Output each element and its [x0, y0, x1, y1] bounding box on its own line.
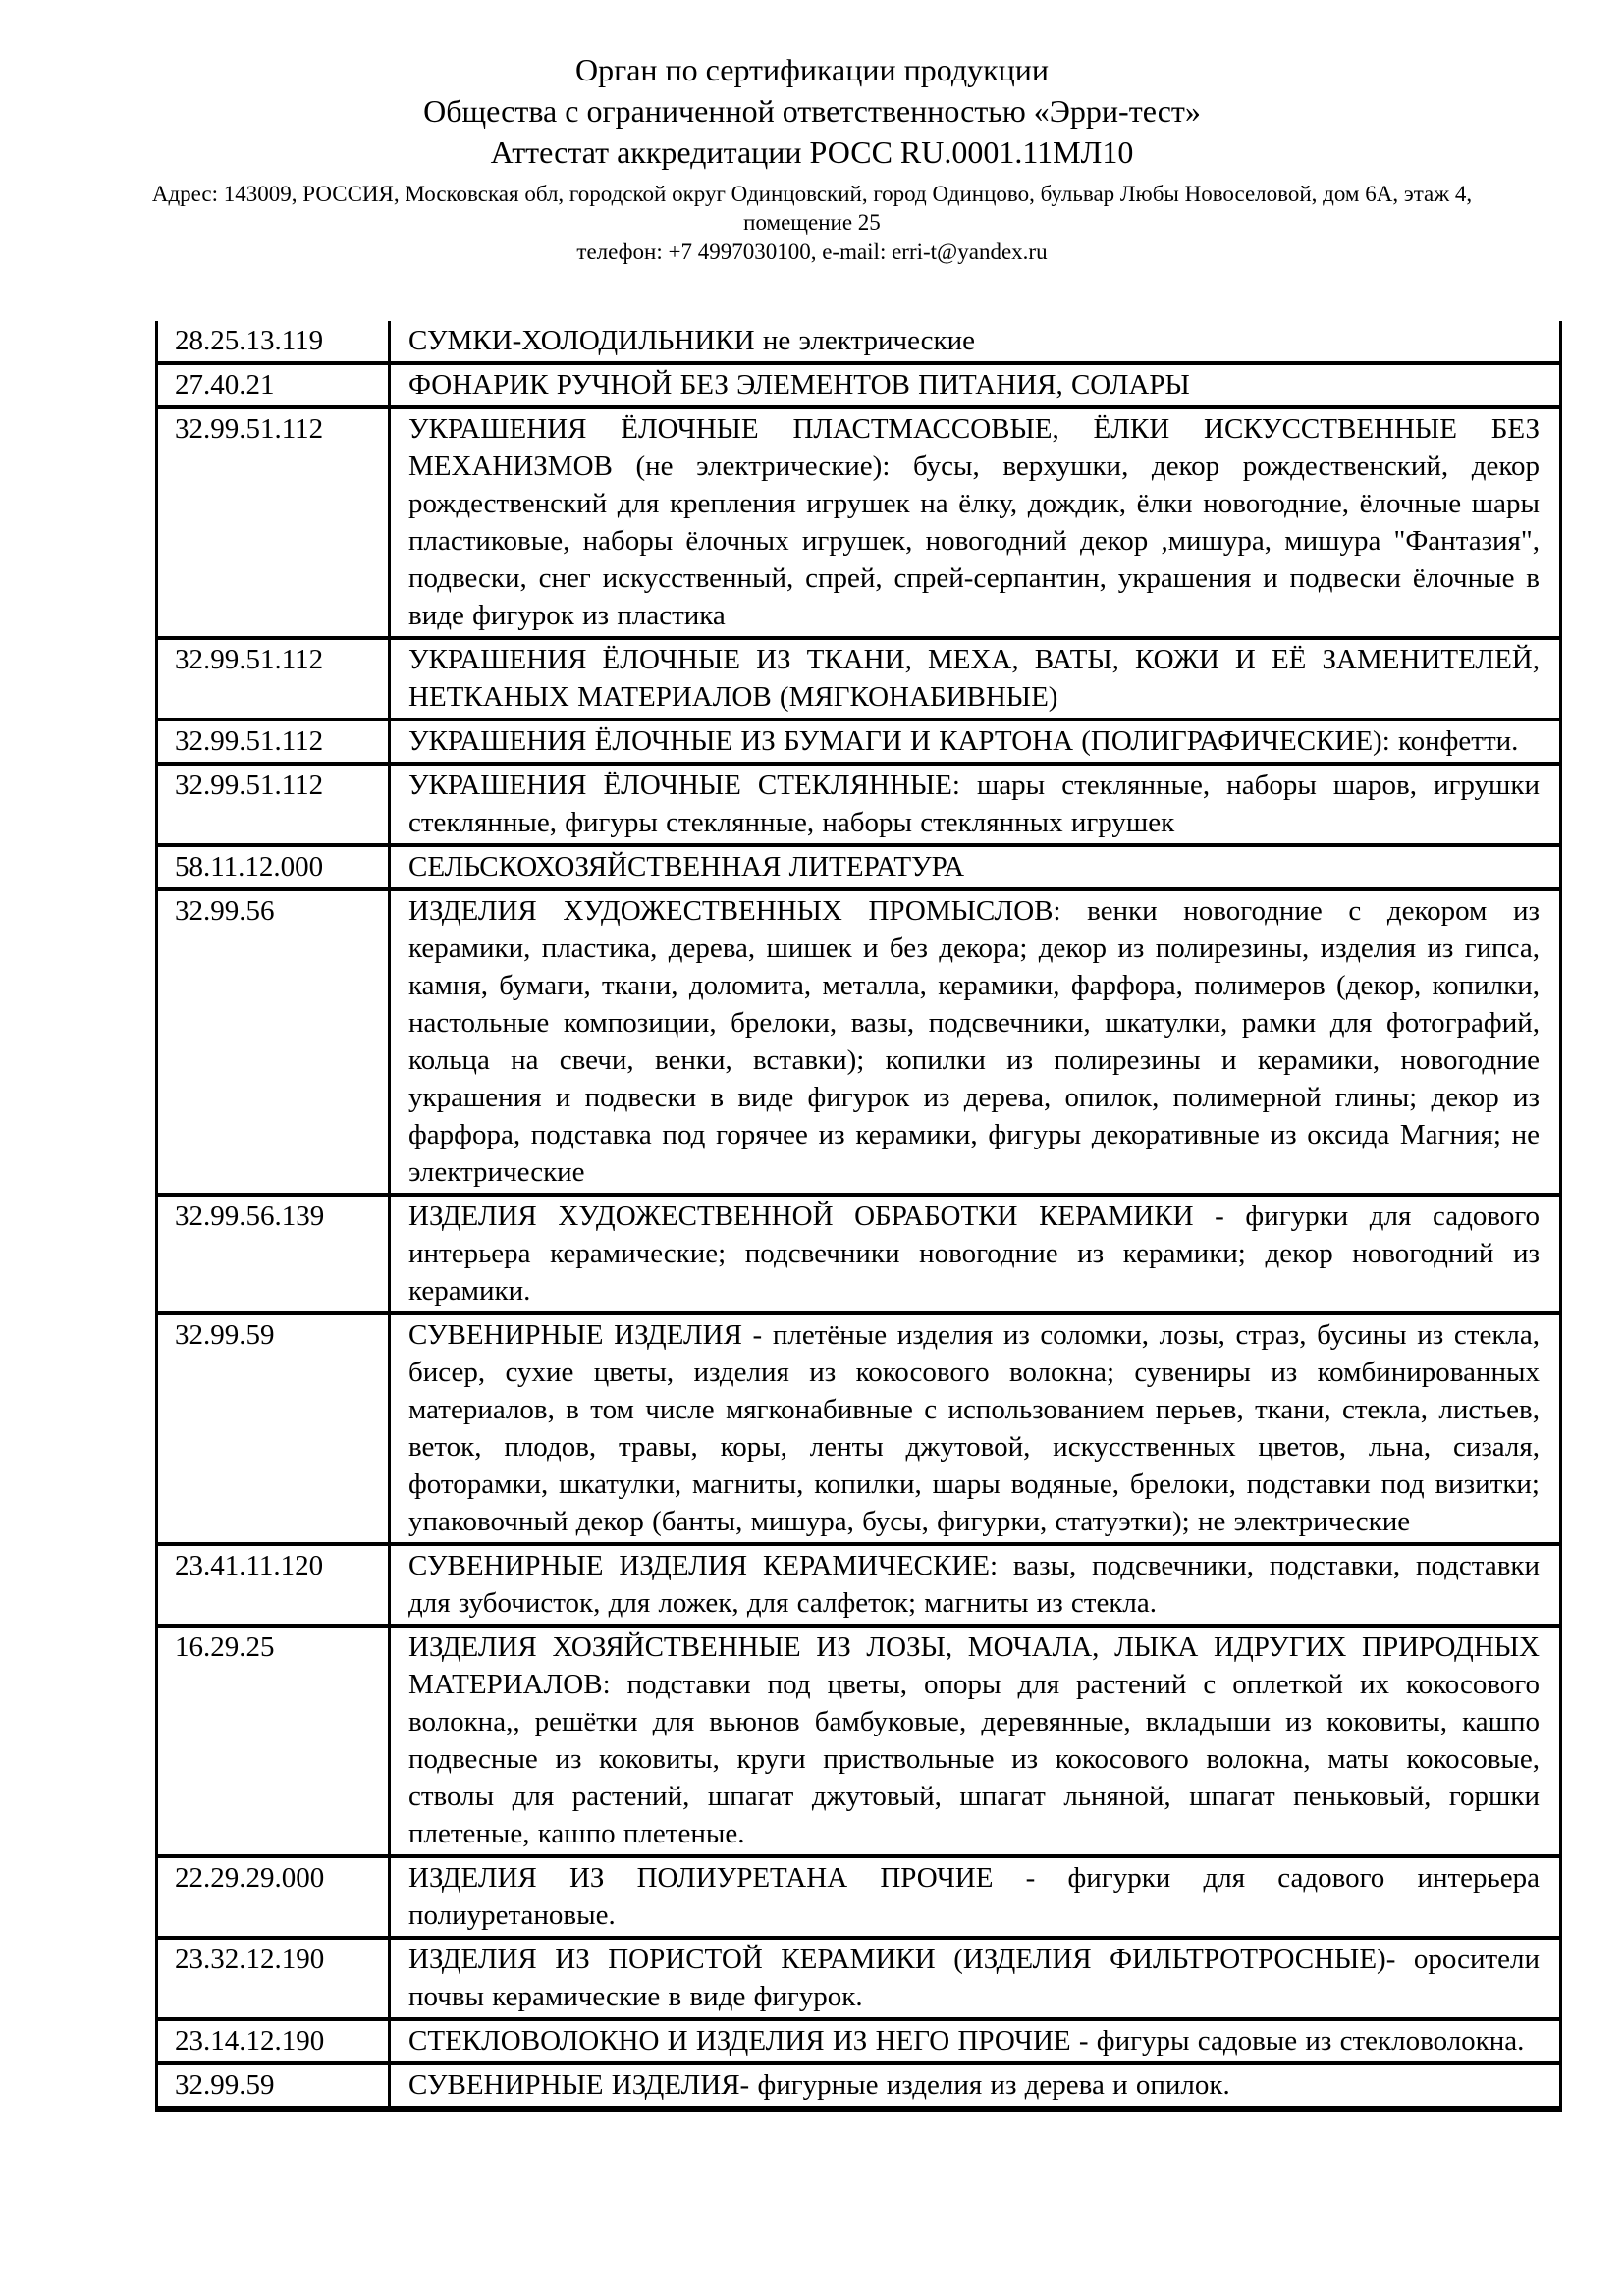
okpd-code-cell: 58.11.12.000	[157, 845, 390, 889]
org-title-line: Орган по сертификации продукции	[574, 52, 1050, 87]
okpd-code-cell: 28.25.13.119	[157, 321, 390, 363]
org-address-line2: помещение 25	[743, 210, 881, 235]
product-description-cell: УКРАШЕНИЯ ЁЛОЧНЫЕ ПЛАСТМАССОВЫЕ, ЁЛКИ ИСКУССТВЕННЫЕ БЕЗ МЕХАНИЗМОВ (не электрические): бусы, верхушки, декор рождественский, декор рождественский для крепления игрушек на ёлку, дождик, ёлки новогодние, ёлочные шары пластиковые, наборы ёлочных игрушек, новогодний декор ,мишура, мишура "Фантазия", подвески, снег искусственный, спрей, спрей-серпантин, украшения и подвески ёлочные в виде фигурок из пластика	[390, 407, 1561, 638]
product-description-cell: УКРАШЕНИЯ ЁЛОЧНЫЕ ИЗ ТКАНИ, МЕХА, ВАТЫ, КОЖИ И ЕЁ ЗАМЕНИТЕЛЕЙ, НЕТКАНЫХ МАТЕРИАЛОВ (МЯГКОНАБИВНЫЕ)	[390, 638, 1561, 720]
okpd-code-cell: 23.14.12.190	[157, 2019, 390, 2063]
product-description-cell: СУВЕНИРНЫЕ ИЗДЕЛИЯ КЕРАМИЧЕСКИЕ: вазы, подсвечники, подставки, подставки для зубочисток, для ложек, для салфеток; магниты из стекла.	[390, 1544, 1561, 1626]
product-description-cell: ИЗДЕЛИЯ ХУДОЖЕСТВЕННОЙ ОБРАБОТКИ КЕРАМИКИ - фигурки для садового интерьера керамические; подсвечники новогодние из керамики; декор новогодний из керамики.	[390, 1195, 1561, 1313]
okpd-code-cell: 32.99.56	[157, 889, 390, 1195]
accreditation-line: Аттестат аккредитации РОСС RU.0001.11МЛ10	[490, 134, 1134, 170]
okpd-code-cell: 32.99.56.139	[157, 1195, 390, 1313]
product-description-cell: СТЕКЛОВОЛОКНО И ИЗДЕЛИЯ ИЗ НЕГО ПРОЧИЕ - фигуры садовые из стекловолокна.	[390, 2019, 1561, 2063]
table-row	[157, 1195, 1561, 1313]
table-row	[157, 1544, 1561, 1626]
table-row	[157, 321, 1561, 363]
product-description-cell: ИЗДЕЛИЯ ИЗ ПОРИСТОЙ КЕРАМИКИ (ИЗДЕЛИЯ ФИЛЬТРОТРОСНЫЕ)- оросители почвы керамические в виде фигурок.	[390, 1938, 1561, 2019]
okpd-code-cell: 23.32.12.190	[157, 1938, 390, 2019]
table-row	[157, 1626, 1561, 1856]
letterhead	[0, 0, 1624, 266]
table-row	[157, 407, 1561, 638]
okpd-code-cell: 27.40.21	[157, 363, 390, 407]
okpd-code-cell: 16.29.25	[157, 1626, 390, 1856]
product-description-cell: ИЗДЕЛИЯ ХУДОЖЕСТВЕННЫХ ПРОМЫСЛОВ: венки новогодние с декором из керамики, пластика, дерева, шишек и без декора; декор из полирезины, изделия из гипса, камня, бумаги, ткани, доломита, металла, керамики, фарфора, полимеров (декор, копилки, настольные композиции, брелоки, вазы, подсвечники, шкатулки, рамки для фотографий, кольца на свечи, венки, вставки); копилки из полирезины и керамики, новогодние украшения и подвески в виде фигурок из дерева, опилок, полимерной глины; декор из фарфора, подставка под горячее из керамики, фигуры декоративные из оксида Магния; не электрические	[390, 889, 1561, 1195]
okpd-code-cell: 23.41.11.120	[157, 1544, 390, 1626]
table-row	[157, 2063, 1561, 2109]
okpd-code-cell: 32.99.51.112	[157, 407, 390, 638]
table-row	[157, 889, 1561, 1195]
product-description-cell: УКРАШЕНИЯ ЁЛОЧНЫЕ ИЗ БУМАГИ И КАРТОНА (ПОЛИГРАФИЧЕСКИЕ): конфетти.	[390, 720, 1561, 764]
product-description-cell: СУВЕНИРНЫЕ ИЗДЕЛИЯ- фигурные изделия из дерева и опилок.	[390, 2063, 1561, 2109]
table-row	[157, 720, 1561, 764]
table-row	[157, 1938, 1561, 2019]
org-name-line: Общества с ограниченной ответственностью «Эрри-тест»	[423, 93, 1201, 129]
product-description-cell: СЕЛЬСКОХОЗЯЙСТВЕННАЯ ЛИТЕРАТУРА	[390, 845, 1561, 889]
okpd-code-cell: 32.99.59	[157, 2063, 390, 2109]
okpd-code-cell: 32.99.51.112	[157, 720, 390, 764]
product-description-cell: ИЗДЕЛИЯ ИЗ ПОЛИУРЕТАНА ПРОЧИЕ - фигурки для садового интерьера полиуретановые.	[390, 1856, 1561, 1938]
product-description-cell: СУВЕНИРНЫЕ ИЗДЕЛИЯ - плетёные изделия из соломки, лозы, страз, бусины из стекла, бисер, сухие цветы, изделия из кокосового волокна; сувениры из комбинированных материалов, в том числе мягконабивные с использованием перьев, ткани, стекла, листьев, веток, плодов, травы, коры, ленты джутовой, искусственных цветов, льна, сизаля, фоторамки, шкатулки, магниты, копилки, шары водяные, брелоки, подставки под визитки; упаковочный декор (банты, мишура, бусы, фигурки, статуэтки); не электрические	[390, 1313, 1561, 1544]
product-description-cell: СУМКИ-ХОЛОДИЛЬНИКИ не электрические	[390, 321, 1561, 363]
okpd-code-cell: 32.99.51.112	[157, 638, 390, 720]
product-description-cell: ФОНАРИК РУЧНОЙ БЕЗ ЭЛЕМЕНТОВ ПИТАНИЯ, СОЛАРЫ	[390, 363, 1561, 407]
table-row	[157, 845, 1561, 889]
okpd-code-cell: 32.99.51.112	[157, 764, 390, 845]
table-row	[157, 1856, 1561, 1938]
table-row	[157, 363, 1561, 407]
product-codes-table	[155, 321, 1562, 2112]
product-codes-table-body	[157, 321, 1561, 2109]
product-description-cell: ИЗДЕЛИЯ ХОЗЯЙСТВЕННЫЕ ИЗ ЛОЗЫ, МОЧАЛА, ЛЫКА ИДРУГИХ ПРИРОДНЫХ МАТЕРИАЛОВ: подставки под цветы, опоры для растений с оплеткой их кокосового волокна,, решётки для вьюнов бамбуковые, деревянные, вкладыши из коковиты, кашпо подвесные из коковиты, круги приствольные из кокосового волокна, маты кокосовые, стволы для растений, шпагат джутовый, шпагат льняной, шпагат пеньковый, горшки плетеные, кашпо плетеные.	[390, 1626, 1561, 1856]
okpd-code-cell: 32.99.59	[157, 1313, 390, 1544]
table-row	[157, 2019, 1561, 2063]
table-row	[157, 638, 1561, 720]
product-description-cell: УКРАШЕНИЯ ЁЛОЧНЫЕ СТЕКЛЯННЫЕ: шары стеклянные, наборы шаров, игрушки стеклянные, фигуры стеклянные, наборы стеклянных игрушек	[390, 764, 1561, 845]
org-contacts: телефон: +7 4997030100, e-mail: erri-t@yandex.ru	[576, 240, 1048, 264]
table-row	[157, 764, 1561, 845]
okpd-code-cell: 22.29.29.000	[157, 1856, 390, 1938]
org-address-line1: Адрес: 143009, РОССИЯ, Московская обл, городской округ Одинцовский, город Одинцово, бульвар Любы Новоселовой, дом 6А, этаж 4,	[151, 182, 1473, 206]
table-row	[157, 1313, 1561, 1544]
